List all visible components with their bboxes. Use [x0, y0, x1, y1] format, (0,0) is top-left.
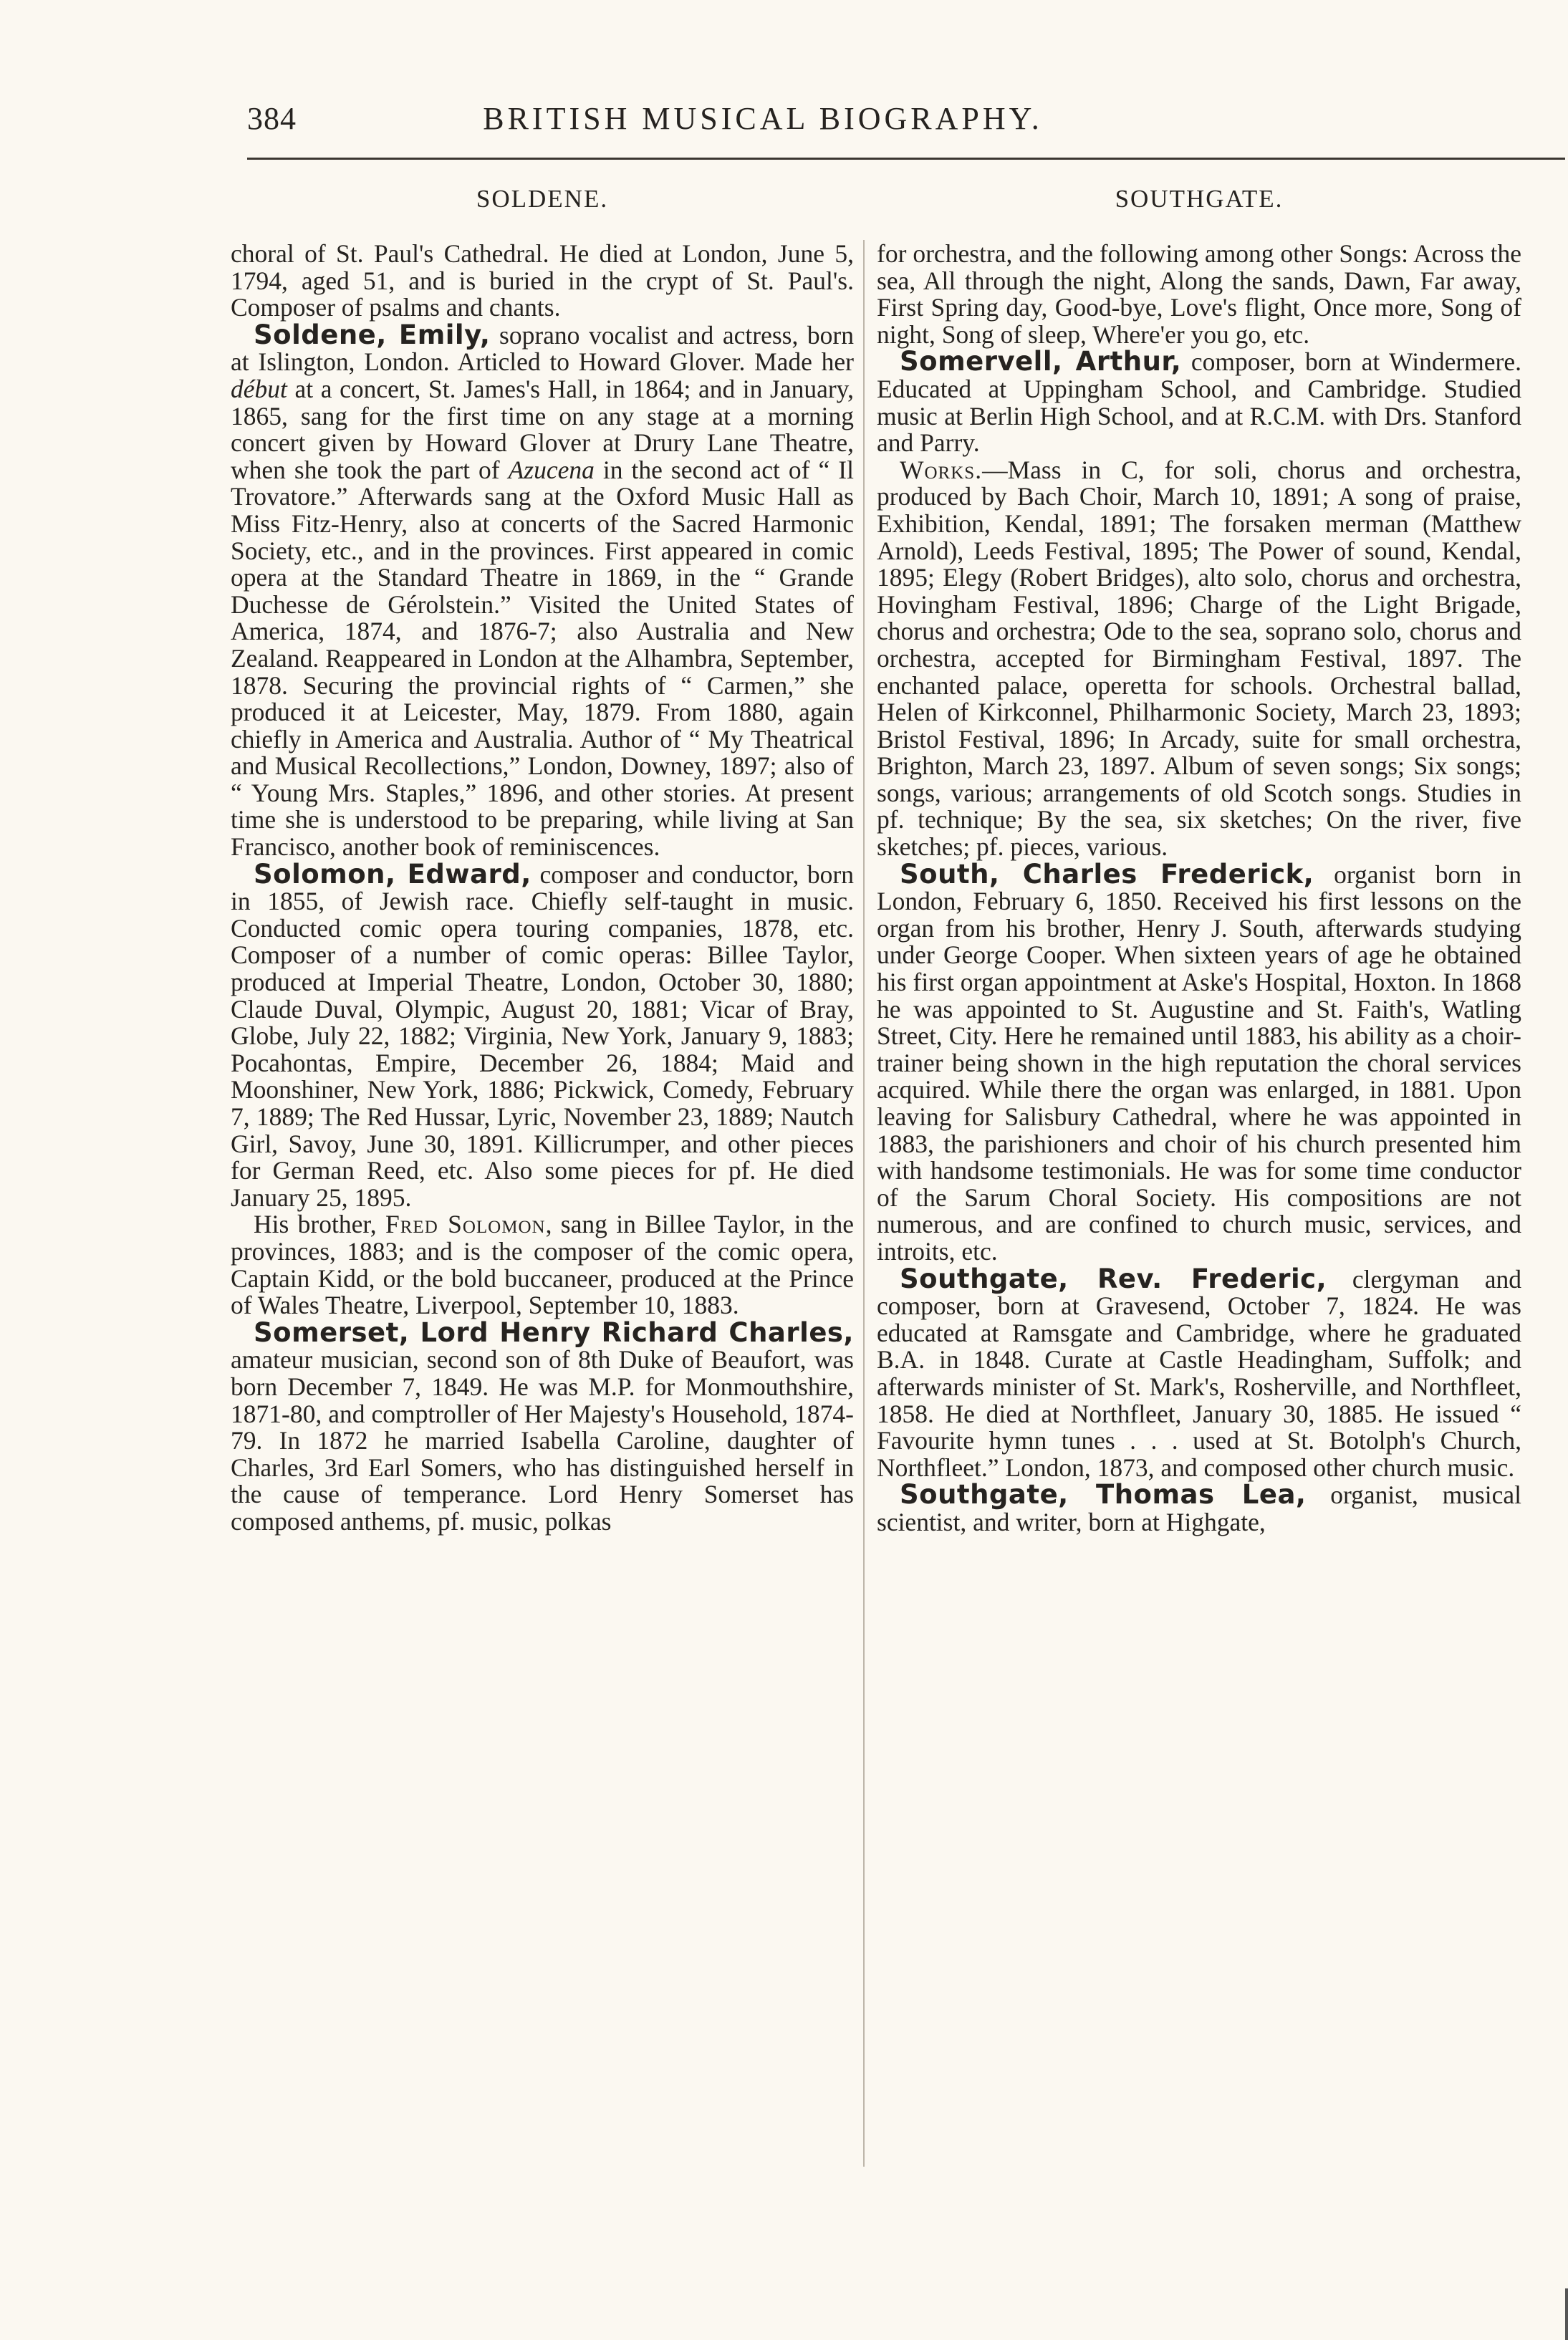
right-column — [877, 185, 1521, 1536]
entry-somervell — [877, 348, 1521, 456]
entry-text: His brother, — [254, 1210, 385, 1239]
page-edge-mark — [1565, 2288, 1568, 2340]
entry-text: organist born in London, February 6, 1850. Received his first lessons on the organ from his brother, Henry J. South, afterwards studying under George Cooper. When sixteen years of age he obtained his first organ appointment at Aske's Hospital, Hoxton. In 1868 he was appointed to St. Augustine and St. Faith's, Watling Street, City. Here he remained until 1883, his ability as a choir-trainer being shown in the high reputation the choral services acquired. While there the organ was enlarged, in 1881. Upon leaving for Salisbury Cathedral, where he was appointed in 1883, the parishioners and choir of his church presented him with handsome testimonials. He was for some time conductor of the Sarum Choral Society. His compositions are not numerous, and are confined to church music, services, and introits, etc. — [877, 860, 1521, 1266]
entry-text: soprano vocalist and actress, born at Islington, London. Articled to Howard Glover. Made her — [231, 320, 854, 377]
italic-term: Azucena — [508, 455, 595, 484]
entry-somerset — [231, 1316, 854, 1536]
entry-text: organist, musical scientist, and writer, born at Highgate, — [877, 1480, 1521, 1536]
entry-soldene — [231, 319, 854, 862]
entry-somervell-works — [877, 457, 1521, 861]
headword-southgate-frederic: Southgate, Rev. Frederic, — [900, 1263, 1327, 1294]
entry-text: , sang in Billee Taylor, in the provinces, 1883; and is the composer of the comic opera, Captain Kidd, or the bold buccaneer, produced at the Prince of Wales Theatre, Liverpool, September 10, 1883. — [231, 1210, 854, 1320]
right-column-heading: SOUTHGATE. — [1115, 185, 1284, 213]
page-number: 384 — [247, 101, 297, 136]
running-title: BRITISH MUSICAL BIOGRAPHY. — [483, 101, 1043, 136]
headword-soldene: Soldene, Emily, — [254, 319, 491, 350]
entry-continuation: choral of St. Paul's Cathedral. He died at London, June 5, 1794, aged 51, and is buried in the crypt of St. Paul's. Composer of psalms and chants. — [231, 239, 854, 322]
entry-solomon-brother — [231, 1211, 854, 1319]
page-header — [247, 100, 1279, 150]
entry-southgate-thomas — [877, 1481, 1521, 1536]
entry-southgate-frederic — [877, 1263, 1522, 1482]
entry-text: clergyman and composer, born at Gravesend, October 7, 1824. He was educated at Ramsgate and Cambridge, where he graduated B.A. in 1848. Curate at Castle Headingham, Suffolk; and afterwards minister of St. Mark's, Rosherville, and Northfleet, 1858. He died at Northfleet, January 30, 1885. He issued “ Favourite hymn tunes . . . used at St. Botolph's Church, Northfleet.” London, 1873, and composed other church music. — [877, 1264, 1522, 1482]
person-name: Fred Solomon — [385, 1210, 546, 1239]
headword-south: South, Charles Frederick, — [900, 858, 1314, 890]
left-column-heading: SOLDENE. — [476, 185, 609, 213]
headword-somerset: Somerset, Lord Henry Richard Charles, — [254, 1316, 854, 1348]
headword-somervell: Somervell, Arthur, — [900, 346, 1182, 377]
entry-text: in the second act of “ Il Trovatore.” Afterwards sang at the Oxford Music Hall as Miss Fitz-Henry, also at concerts of the Sacred Harmonic Society, etc., and in the provinces. First appeared in comic opera at the Standard Theatre in 1869, in the “ Grande Duchesse de Gérolstein.” Visited the United States of America, 1874, and 1876-7; also Australia and New Zealand. Reappeared in London at the Alhambra, September, 1878. Securing the provincial rights of “ Carmen,” she produced it at Leicester, May, 1879. From 1880, again chiefly in America and Australia. Author of “ My Theatrical and Musical Recollections,” London, Downey, 1897; also of “ Young Mrs. Staples,” 1896, and other stories. At present time she is understood to be preparing, while living at San Francisco, another book of reminiscences. — [231, 455, 854, 862]
headword-solomon: Solomon, Edward, — [254, 858, 532, 890]
entry-text: —Mass in C, for soli, chorus and orchestra, produced by Bach Choir, March 10, 1891; A song of praise, Exhibition, Kendal, 1891; The forsaken merman (Matthew Arnold), Leeds Festival, 1895; The Power of sound, Kendal, 1895; Elegy (Robert Bridges), alto solo, chorus and orchestra, Hovingham Festival, 1896; Charge of the Light Brigade, chorus and orchestra; Ode to the sea, soprano solo, chorus and orchestra, accepted for Birmingham Festival, 1897. The enchanted palace, operetta for schools. Orchestral ballad, Helen of Kirkconnel, Philharmonic Society, March 23, 1893; Bristol Festival, 1896; In Arcady, suite for small orchestra, Brighton, March 23, 1897. Album of seven songs; Six songs; songs, various; arrangements of old Scotch songs. Studies in pf. technique; By the sea, six sketches; On the river, five sketches; pf. pieces, various. — [877, 455, 1521, 862]
entry-solomon — [231, 858, 854, 1212]
entry-south — [877, 858, 1521, 1266]
column-divider — [863, 240, 865, 2167]
entry-text: composer, born at Windermere. Educated at Uppingham School, and Cambridge. Studied music at Berlin High School, and at R.C.M. with Drs. Stanford and Parry. — [877, 347, 1522, 458]
entry-text: composer and conductor, born in 1855, of Jewish race. Chiefly self-taught in music. Conducted comic opera touring companies, 1878, etc. Composer of a number of comic operas: Billee Taylor, produced at Imperial Theatre, London, October 30, 1880; Claude Duval, Olympic, August 20, 1881; Vicar of Bray, Globe, July 22, 1882; Virginia, New York, January 9, 1883; Pocahontas, Empire, December 26, 1884; Maid and Moonshiner, New York, 1886; Pickwick, Comedy, February 7, 1889; The Red Hussar, Lyric, November 23, 1889; Nautch Girl, Savoy, June 30, 1891. Killicrumper, and other pieces for German Reed, etc. Also some pieces for pf. He died January 25, 1895. — [231, 860, 854, 1212]
headword-southgate-thomas: Southgate, Thomas Lea, — [900, 1479, 1307, 1511]
entry-text: at a concert, St. James's Hall, in 1864; and in January, 1865, sang for the first time on any stage at a morning concert given by Howard Glover at Drury Lane Theatre, when she took the part of — [231, 374, 854, 484]
header-rule — [247, 158, 1565, 160]
works-label: Works. — [900, 455, 983, 484]
entry-continuation: for orchestra, and the following among other Songs: Across the sea, All through the night, Along the sands, Dawn, Far away, First Spring day, Good-bye, Love's flight, Once more, Song of night, Song of sleep, Where'er you go, etc. — [877, 239, 1521, 349]
entry-text: amateur musician, second son of 8th Duke of Beaufort, was born December 7, 1849. He was M.P. for Monmouthshire, 1871-80, and comptroller of Her Majesty's Household, 1874-79. In 1872 he married Isabella Caroline, daughter of Charles, 3rd Earl Somers, who has distinguished herself in the cause of temperance. Lord Henry Somerset has composed anthems, pf. music, polkas — [231, 1345, 854, 1536]
italic-term: début — [231, 374, 287, 403]
left-column — [231, 185, 854, 1536]
